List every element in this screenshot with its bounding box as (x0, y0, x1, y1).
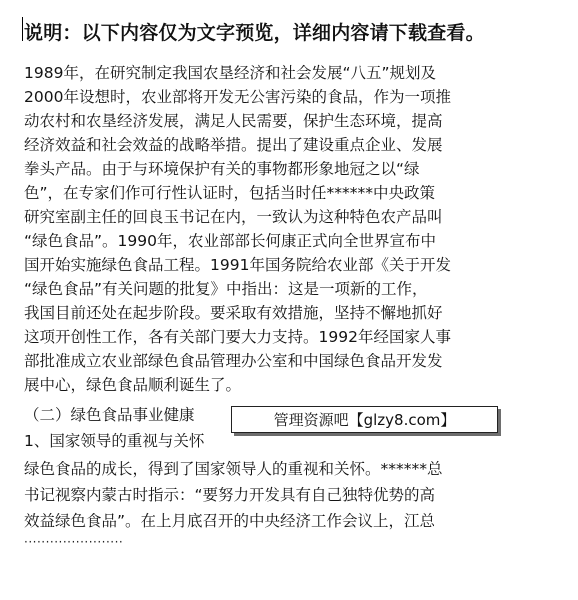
paragraph-line: 部批准成立农业部绿色食品管理办公室和中国绿色食品开发发 (24, 352, 443, 370)
paragraph-line: 研究室副主任的回良玉书记在内，一致认为这种特色农产品叫 (24, 208, 443, 226)
paragraph-line: 我国目前还处在起步阶段。要采取有效措施，坚持不懈地抓好 (24, 304, 443, 322)
watermark-banner: 管理资源吧【glzy8.com】 (231, 406, 498, 433)
paragraph-line: 展中心，绿色食品顺利诞生了。 (24, 376, 242, 394)
paragraph-line: “绿色食品”。1990年，农业部部长何康正式向全世界宣布中 (24, 232, 437, 250)
paragraph-line: 这项开创性工作，各有关部门要大力支持。1992年经国家人事 (24, 328, 451, 346)
paragraph-line: 绿色食品的成长，得到了国家领导人的重视和关怀。******总 (24, 460, 443, 478)
paragraph-line: “绿色食品”有关问题的批复》中指出：这是一项新的工作， (24, 280, 428, 298)
subsection-heading: 1、国家领导的重视与关怀 (24, 432, 205, 450)
section-heading: （二）绿色食品事业健康 (24, 406, 195, 424)
paragraph-line: 国开始实施绿色食品工程。1991年国务院给农业部《关于开发 (24, 256, 451, 274)
paragraph-line: 2000年设想时，农业部将开发无公害污染的食品，作为一项推 (24, 88, 451, 106)
paragraph-line: 拳头产品。由于与环境保护有关的事物都形象地冠之以“绿 (24, 160, 420, 178)
preview-notice: 说明：以下内容仅为文字预览，详细内容请下载查看。 (24, 22, 485, 44)
paragraph-line: 动农村和农垦经济发展，满足人民需要，保护生态环境，提高 (24, 112, 443, 130)
paragraph-line: 书记视察内蒙古时指示：“要努力开发具有自己独特优势的高 (24, 486, 436, 504)
paragraph-line: 效益绿色食品”。在上月底召开的中央经济工作会议上，江总 (24, 512, 436, 530)
paragraph-line: 色”，在专家们作可行性认证时，包括当时任******中央政策 (24, 184, 436, 202)
text-cursor (22, 17, 23, 41)
paragraph-line: 经济效益和社会效益的战略举措。提出了建设重点企业、发展 (24, 136, 443, 154)
truncation-dots: ······················· (24, 535, 124, 549)
paragraph-line: 1989年，在研究制定我国农垦经济和社会发展“八五”规划及 (24, 64, 437, 82)
